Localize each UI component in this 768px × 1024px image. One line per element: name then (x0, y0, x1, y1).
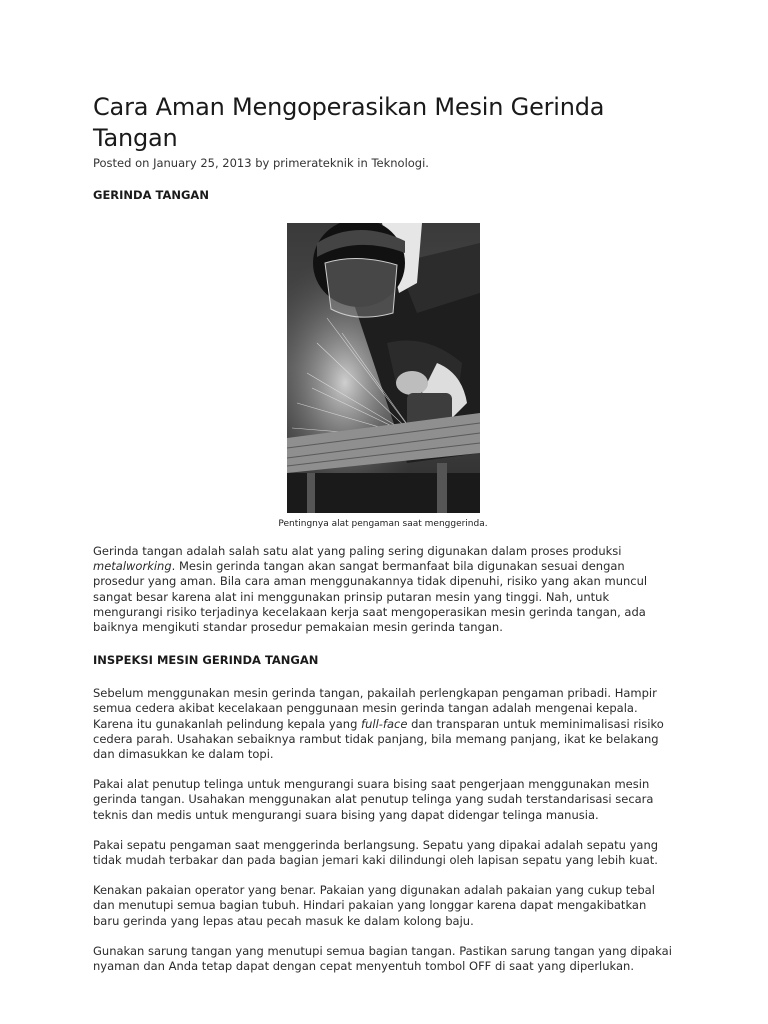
author-link[interactable]: primerateknik (272, 156, 354, 170)
paragraph-1 (93, 686, 673, 762)
section-heading-gerinda-tangan: GERINDA TANGAN (93, 188, 209, 202)
article-title-line2: Tangan (93, 124, 178, 152)
category-link[interactable]: Teknologi (371, 156, 426, 170)
para1-text-2: dan transparan untuk meminimalisasi risiko cedera parah. Usahakan sebaiknya rambut tidak panjang, bila memang panjang, ikat ke belakang dan dimasukkan ke dalam topi. (93, 716, 664, 762)
para1-italic: full-face (361, 716, 408, 731)
intro-italic: metalworking (93, 559, 172, 574)
meta-period: . (425, 156, 429, 170)
article (93, 92, 673, 974)
by-label: by (255, 156, 270, 170)
paragraph-4: Kenakan pakaian operator yang benar. Pakaian yang digunakan adalah pakaian yang cukup tebal dan menutupi semua bagian tubuh. Hindari pakaian yang longgar karena dapat mengakibatkan baru gerinda yang lepas atau pecah masuk ke dalam kolong baju. (93, 883, 655, 928)
intro-text-2: . Mesin gerinda tangan akan sangat bermanfaat bila digunakan sesuai dengan prosedur yang aman. Bila cara aman menggunakannya tidak dipenuhi, risiko yang akan muncul sangat besar karena alat ini menggunakan prinsip putaran mesin yang tinggi. Nah, untuk mengurangi risiko terjadinya kecelakaan kerja saat mengoperasikan mesin gerinda tangan, ada baiknya mengikuti standar prosedur pemakaian mesin gerinda tangan. (93, 559, 648, 635)
in-label: in (357, 156, 368, 170)
figure-caption: Pentingnya alat pengaman saat menggerinda. (278, 519, 488, 529)
intro-paragraph (93, 544, 673, 635)
paragraph-3: Pakai sepatu pengaman saat menggerinda berlangsung. Sepatu yang dipakai adalah sepatu yang tidak mudah terbakar dan pada bagian jemari kaki dilindungi oleh lapisan sepatu yang lebih kuat. (93, 837, 659, 868)
post-date-link[interactable]: January 25, 2013 (153, 156, 252, 170)
intro-text-1: Gerinda tangan adalah salah satu alat yang paling sering digunakan dalam proses produksi (93, 544, 622, 558)
posted-on-label: Posted on (93, 156, 150, 170)
paragraph-5: Gunakan sarung tangan yang menutupi semua bagian tangan. Pastikan sarung tangan yang dipakai nyaman dan Anda tetap dapat dengan cepat menyentuh tombol OFF di saat yang diperlukan. (93, 943, 672, 974)
article-title (93, 92, 673, 154)
para1-text-1: Sebelum menggunakan mesin gerinda tangan, pakailah perlengkapan pengaman pribadi. Hampir semua cedera akibat kecelakaan penggunaan mesin gerinda tangan adalah mengenai kepala. Karena itu gunakanlah pelindung kepala yang (93, 686, 657, 731)
article-figure (93, 223, 673, 530)
section-heading-inspeksi: INSPEKSI MESIN GERINDA TANGAN (93, 653, 319, 668)
worker-grinding-photo (287, 223, 480, 513)
post-meta (93, 156, 673, 171)
article-title-line1: Cara Aman Mengoperasikan Mesin Gerinda (93, 93, 605, 121)
paragraph-2: Pakai alat penutup telinga untuk mengurangi suara bising saat pengerjaan menggunakan mesin gerinda tangan. Usahakan menggunakan alat penutup telinga yang sudah terstandarisasi secara teknis dan medis untuk mengurangi suara bising yang dapat didengar telinga manusia. (93, 777, 654, 822)
